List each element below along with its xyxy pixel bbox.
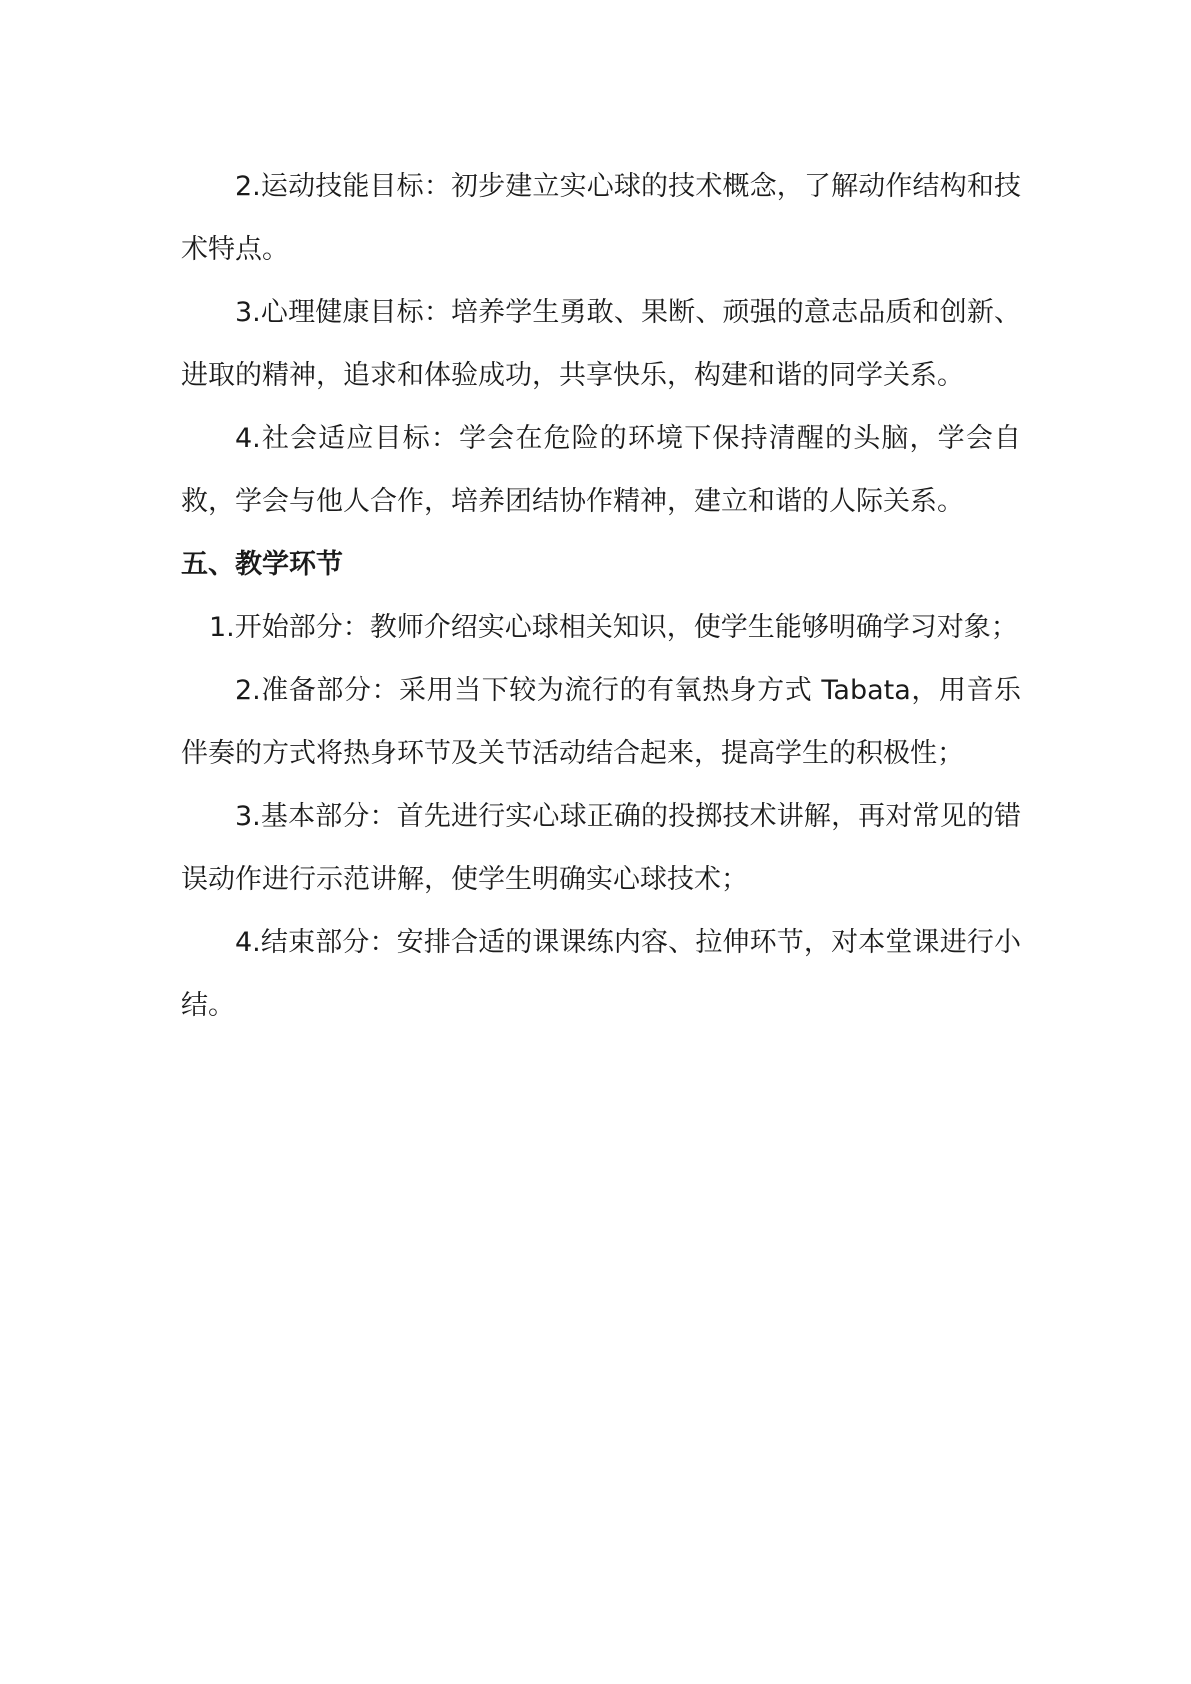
section-heading-teaching-steps: 五、教学环节 [181,549,343,580]
step-paragraph-basic: 3.基本部分：首先进行实心球正确的投掷技术讲解，再对常见的错误动作进行示范讲解，使学生明确实心球技术； [181,801,1021,895]
document-body [181,155,1021,1037]
step-paragraph-opening: 1.开始部分：教师介绍实心球相关知识，使学生能够明确学习对象； [209,612,1018,643]
goal-paragraph-motor-skills: 2.运动技能目标：初步建立实心球的技术概念，了解动作结构和技术特点。 [181,171,1021,265]
goal-paragraph-mental-health: 3.心理健康目标：培养学生勇敢、果断、顽强的意志品质和创新、进取的精神，追求和体验成功，共享快乐，构建和谐的同学关系。 [181,297,1021,391]
step-paragraph-ending: 4.结束部分：安排合适的课课练内容、拉伸环节，对本堂课进行小结。 [181,927,1021,1021]
goal-paragraph-social-adaptation: 4.社会适应目标：学会在危险的环境下保持清醒的头脑，学会自救，学会与他人合作，培养团结协作精神，建立和谐的人际关系。 [181,423,1021,517]
step-paragraph-preparation: 2.准备部分：采用当下较为流行的有氧热身方式 Tabata，用音乐伴奏的方式将热身环节及关节活动结合起来，提高学生的积极性； [181,675,1021,769]
